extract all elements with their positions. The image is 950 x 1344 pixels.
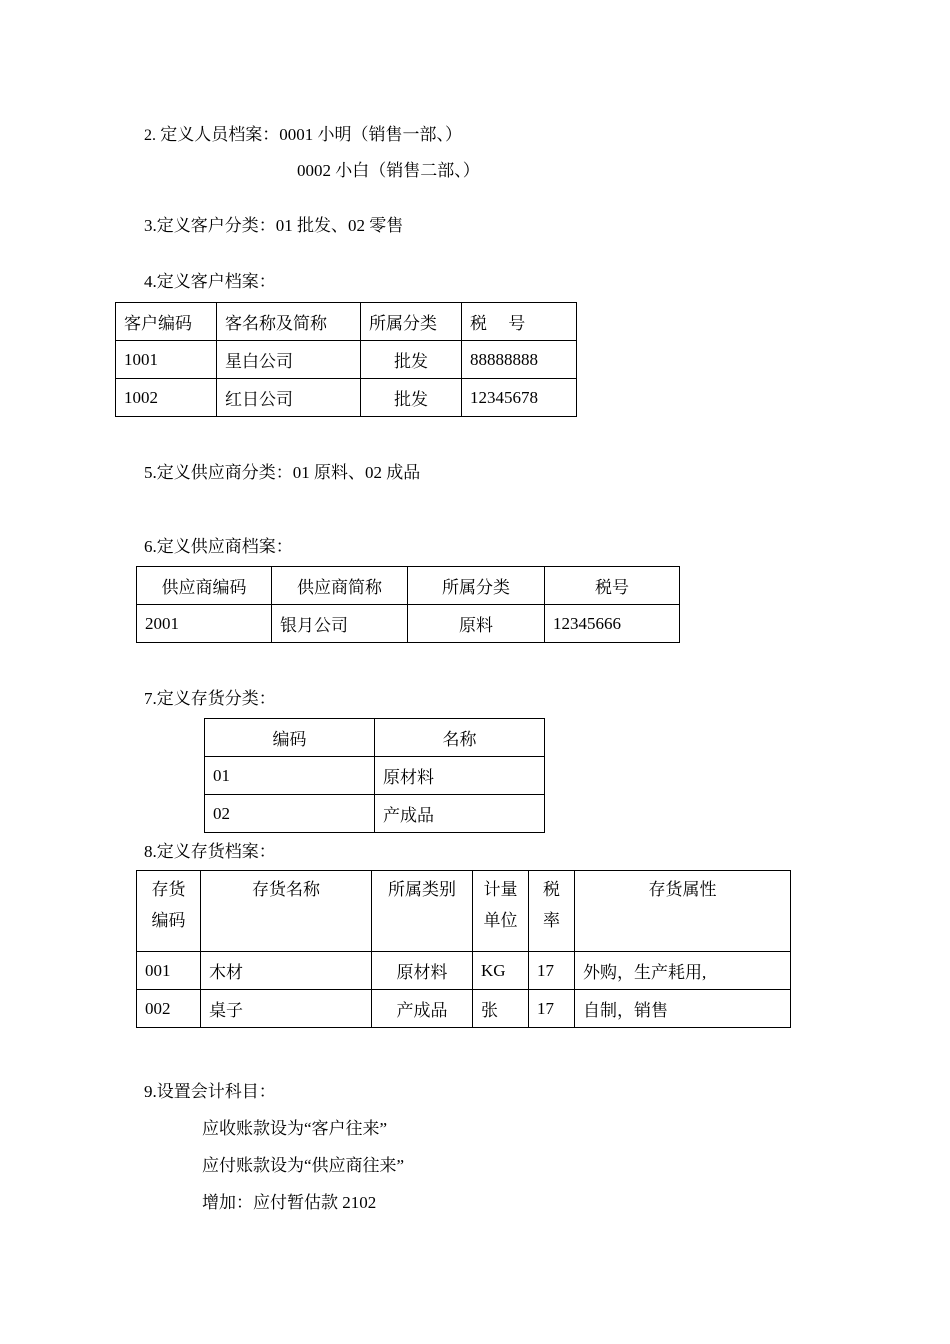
header-line: 编码 [151, 911, 186, 930]
section-3-text: 3.定义客户分类：01 批发、02 零售 [144, 216, 404, 235]
table-cell: 12345666 [545, 605, 680, 643]
section-2-text: 定义人员档案：0001 小明（销售一部、） [160, 125, 462, 144]
table-cell: 桌子 [201, 990, 372, 1028]
header-line: 存货属性 [648, 880, 717, 899]
table-cell: 张 [473, 990, 529, 1028]
section-2-line-2: 0002 小白（销售二部、） [297, 161, 480, 180]
table-cell: 原料 [408, 605, 545, 643]
table-row [205, 757, 545, 795]
supplier-table [136, 566, 680, 643]
section-6-heading: 6.定义供应商档案： [144, 537, 293, 556]
table-cell: 17 [529, 990, 575, 1028]
section-9-line: 增加：应付暂估款 2102 [202, 1193, 377, 1212]
table-cell: 原材料 [375, 757, 545, 795]
table-cell: 2001 [137, 605, 272, 643]
header-cell: 税 号 [462, 303, 577, 341]
header-cell: 名称 [375, 719, 545, 757]
table-header-row [137, 567, 680, 605]
inventory-category-table [204, 718, 545, 833]
header-cell: 所属分类 [361, 303, 462, 341]
table-row [137, 605, 680, 643]
header-line: 所属类别 [388, 880, 456, 899]
header-line: 存货 [151, 880, 186, 899]
table-cell: 产成品 [375, 795, 545, 833]
table-cell: 88888888 [462, 341, 577, 379]
table-row [205, 795, 545, 833]
header-cell [473, 871, 529, 952]
header-cell: 所属分类 [408, 567, 545, 605]
header-cell [575, 871, 791, 952]
header-cell [529, 871, 575, 952]
table-header-row [205, 719, 545, 757]
section-9-heading: 9.设置会计科目： [144, 1082, 276, 1101]
section-4-heading: 4.定义客户档案： [144, 272, 276, 291]
table-cell: 批发 [361, 379, 462, 417]
table-cell: 17 [529, 952, 575, 990]
table-cell: 12345678 [462, 379, 577, 417]
customer-table [115, 302, 577, 417]
table-header-row [116, 303, 577, 341]
section-9-line: 应收账款设为“客户往来” [202, 1119, 388, 1138]
table-row [137, 990, 791, 1028]
header-cell: 税号 [545, 567, 680, 605]
table-cell: 02 [205, 795, 375, 833]
section-9-line: 应付账款设为“供应商往来” [202, 1156, 405, 1175]
header-line: 率 [543, 911, 560, 930]
header-line: 单位 [483, 911, 518, 930]
section-5-text: 5.定义供应商分类：01 原料、02 成品 [144, 463, 421, 482]
table-cell: 原材料 [372, 952, 473, 990]
table-cell: 1002 [116, 379, 217, 417]
table-row [137, 952, 791, 990]
section-7-heading: 7.定义存货分类： [144, 689, 276, 708]
header-cell: 供应商简称 [272, 567, 408, 605]
section-2-number: 2. [144, 127, 156, 144]
header-cell: 供应商编码 [137, 567, 272, 605]
table-row [116, 379, 577, 417]
table-cell: 002 [137, 990, 201, 1028]
header-cell [372, 871, 473, 952]
table-row [116, 341, 577, 379]
table-header-row [137, 871, 791, 952]
header-cell: 编码 [205, 719, 375, 757]
table-cell: 外购，生产耗用, [575, 952, 791, 990]
table-cell: 银月公司 [272, 605, 408, 643]
table-cell: 产成品 [372, 990, 473, 1028]
header-line: 存货名称 [252, 880, 320, 899]
table-cell: 批发 [361, 341, 462, 379]
table-cell: 星白公司 [217, 341, 361, 379]
table-cell: 01 [205, 757, 375, 795]
header-line: 计量 [483, 880, 518, 899]
inventory-table [136, 870, 791, 1028]
header-cell [137, 871, 201, 952]
header-cell: 客名称及简称 [217, 303, 361, 341]
table-cell: 自制，销售 [575, 990, 791, 1028]
header-line: 税 [543, 880, 560, 899]
header-cell: 客户编码 [116, 303, 217, 341]
header-cell [201, 871, 372, 952]
section-2-line-1 [144, 124, 462, 147]
table-cell: KG [473, 952, 529, 990]
table-cell: 木材 [201, 952, 372, 990]
table-cell: 红日公司 [217, 379, 361, 417]
table-cell: 001 [137, 952, 201, 990]
section-8-heading: 8.定义存货档案： [144, 842, 276, 861]
table-cell: 1001 [116, 341, 217, 379]
